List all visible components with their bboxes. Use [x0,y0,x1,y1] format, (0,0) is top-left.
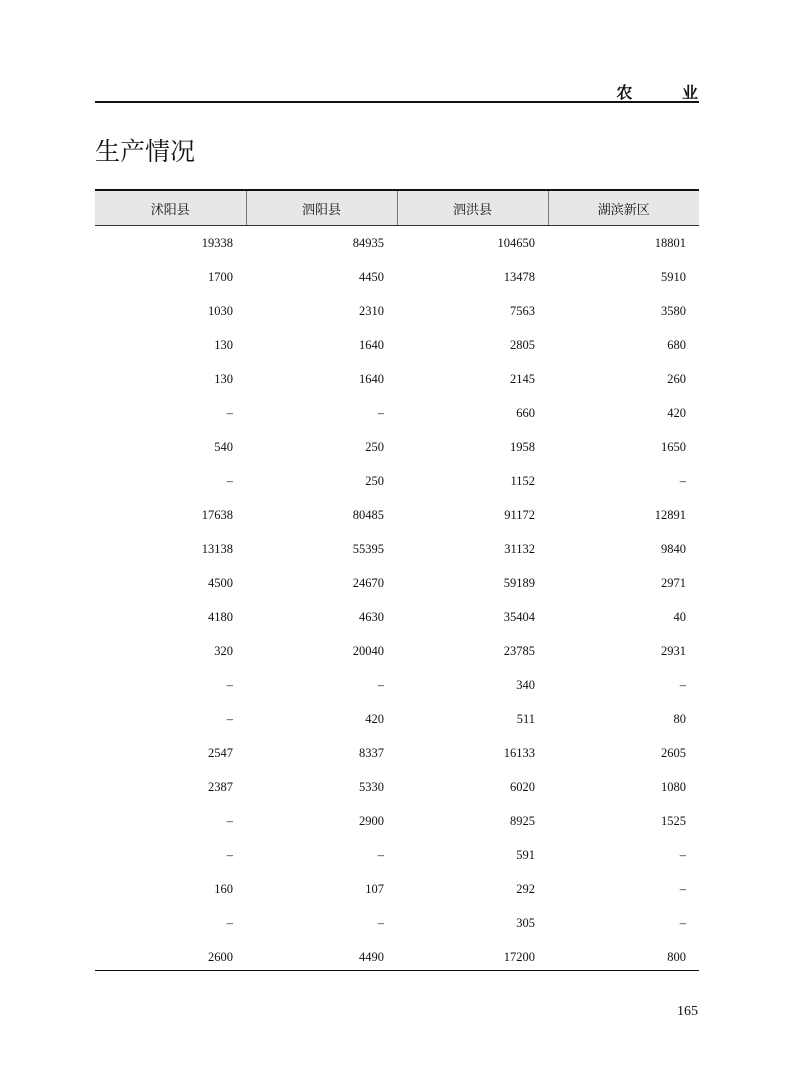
table-cell: 2387 [208,779,233,794]
section-title: 生产情况 [95,137,196,166]
table-cell: – [226,813,233,828]
table-cell: 35404 [503,609,535,624]
table-cell: 3580 [661,303,686,318]
table-cell: 2605 [661,745,686,760]
table-header-row [95,190,699,226]
table-cell: 80485 [352,507,384,522]
table-row [95,736,699,770]
table-cell: 17638 [201,507,233,522]
table-cell: 18801 [654,235,686,250]
table-cell: 59189 [503,575,535,590]
table-row [95,260,699,294]
table-row [95,294,699,328]
data-table-container [95,189,699,974]
table-cell: 104650 [497,235,535,250]
table-cell: 84935 [352,235,384,250]
table-cell: – [377,915,384,930]
table-cell: 13138 [201,541,233,556]
table-cell: 1525 [661,813,686,828]
table-cell: – [679,473,686,488]
table-cell: 2971 [661,575,686,590]
table-cell: 16133 [503,745,535,760]
table-cell: – [226,677,233,692]
table-cell: 2547 [208,745,233,760]
table-row [95,532,699,566]
table-cell: 31132 [504,541,535,556]
table-cell: 1080 [661,779,686,794]
table-cell: 320 [214,643,233,658]
table-row [95,396,699,430]
table-cell: 24670 [352,575,384,590]
table-cell: 130 [214,371,233,386]
table-cell: 1640 [359,371,384,386]
table-cell: 5910 [661,269,686,284]
table-body [95,226,699,975]
column-header: 泗阳县 [246,190,397,226]
table-cell: 4490 [359,949,384,964]
table-row [95,838,699,872]
page-number: 165 [677,1004,698,1019]
table-cell: – [226,915,233,930]
table-cell: 1650 [661,439,686,454]
table-cell: 8925 [510,813,535,828]
column-header: 湖滨新区 [548,190,699,226]
table-cell: 20040 [352,643,384,658]
table-cell: 420 [667,405,686,420]
table-row [95,464,699,498]
table-row [95,906,699,940]
table-cell: 260 [667,371,686,386]
table-cell: 2310 [359,303,384,318]
table-cell: 680 [667,337,686,352]
table-cell: 511 [516,711,535,726]
table-cell: 305 [516,915,535,930]
table-cell: – [679,881,686,896]
table-cell: – [679,847,686,862]
table-row [95,566,699,600]
table-row [95,226,699,261]
table-cell: – [679,915,686,930]
column-header: 沭阳县 [95,190,246,226]
table-cell: 800 [667,949,686,964]
data-table [95,189,699,974]
table-cell: – [226,473,233,488]
table-cell: 2900 [359,813,384,828]
table-row [95,940,699,974]
table-cell: 7563 [510,303,535,318]
table-cell: 12891 [654,507,686,522]
table-cell: 6020 [510,779,535,794]
table-cell: 91172 [504,507,535,522]
table-row [95,362,699,396]
table-row [95,770,699,804]
table-cell: – [226,405,233,420]
table-cell: 4630 [359,609,384,624]
table-cell: 420 [365,711,384,726]
table-bottom-rule [95,970,699,971]
table-row [95,328,699,362]
table-cell: 13478 [503,269,535,284]
header-rule [95,101,699,103]
table-cell: 160 [214,881,233,896]
table-cell: 2145 [510,371,535,386]
table-cell: 2931 [661,643,686,658]
table-cell: – [377,405,384,420]
table-row [95,872,699,906]
column-header: 泗洪县 [397,190,548,226]
table-row [95,430,699,464]
table-cell: 1152 [510,473,535,488]
table-cell: – [226,847,233,862]
table-cell: 540 [214,439,233,454]
table-cell: 292 [516,881,535,896]
chapter-header: 农 业 [616,83,720,102]
table-row [95,600,699,634]
table-row [95,634,699,668]
table-cell: 340 [516,677,535,692]
table-row [95,498,699,532]
table-cell: 2805 [510,337,535,352]
table-cell: 130 [214,337,233,352]
table-row [95,668,699,702]
table-cell: 250 [365,439,384,454]
table-cell: 4180 [208,609,233,624]
table-row [95,804,699,838]
table-row [95,702,699,736]
table-cell: 1958 [510,439,535,454]
table-cell: 9840 [661,541,686,556]
table-cell: – [226,711,233,726]
table-cell: 55395 [352,541,384,556]
table-cell: 23785 [503,643,535,658]
table-cell: 40 [673,609,686,624]
table-cell: 250 [365,473,384,488]
table-cell: 19338 [201,235,233,250]
table-cell: 660 [516,405,535,420]
table-cell: 8337 [359,745,384,760]
table-cell: 591 [516,847,535,862]
table-cell: 4450 [359,269,384,284]
table-cell: 1700 [208,269,233,284]
table-cell: 107 [365,881,384,896]
table-cell: 5330 [359,779,384,794]
table-cell: – [377,677,384,692]
table-cell: – [679,677,686,692]
table-cell: 1640 [359,337,384,352]
table-cell: 4500 [208,575,233,590]
table-cell: 80 [673,711,686,726]
table-cell: 17200 [503,949,535,964]
table-cell: 2600 [208,949,233,964]
table-cell: 1030 [208,303,233,318]
table-cell: – [377,847,384,862]
